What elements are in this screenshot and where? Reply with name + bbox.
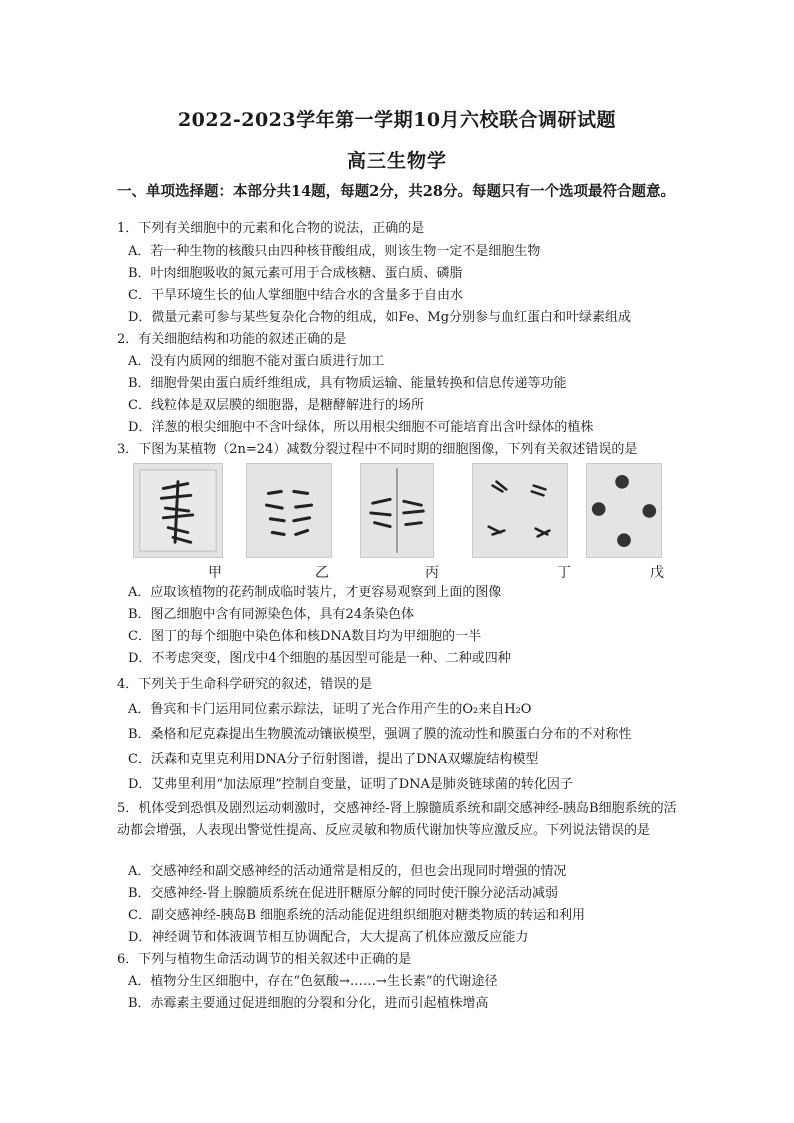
- question-1-option-b: B．叶肉细胞吸收的氮元素可用于合成核糖、蛋白质、磷脂: [128, 266, 463, 281]
- figure-label-wu: 戊: [650, 565, 664, 581]
- question-6-stem: 6．下列与植物生命活动调节的相关叙述中正确的是: [117, 952, 412, 967]
- question-2-option-d: D．洋葱的根尖细胞中不含叶绿体，所以用根尖细胞不可能培育出含叶绿体的植株: [128, 420, 594, 435]
- question-3-option-c: C．图丁的每个细胞中染色体和核DNA数目均为甲细胞的一半: [128, 629, 482, 644]
- question-1-option-d: D．微量元素可参与某些复杂化合物的组成，如Fe、Mg分别参与血红蛋白和叶绿素组成: [128, 310, 632, 325]
- question-3-option-b: B．图乙细胞中含有同源染色体，具有24条染色体: [128, 607, 415, 622]
- question-1-option-c: C．干旱环境生长的仙人掌细胞中结合水的含量多于自由水: [128, 288, 463, 303]
- question-2-option-a: A．没有内质网的细胞不能对蛋白质进行加工: [128, 354, 385, 369]
- question-1-option-a: A．若一种生物的核酸只由四种核苷酸组成，则该生物一定不是细胞生物: [128, 244, 541, 259]
- question-2-stem: 2．有关细胞结构和功能的叙述正确的是: [117, 332, 347, 347]
- question-6-option-a: A．植物分生区细胞中，存在“色氨酸→……→生长素”的代谢途径: [128, 974, 498, 989]
- question-3-option-d: D．不考虑突变，图戊中4个细胞的基因型可能是一种、二种或四种: [128, 651, 511, 666]
- figure-label-bing: 丙: [425, 565, 439, 581]
- meiosis-figure-row: [128, 463, 668, 558]
- question-5-option-b: B．交感神经-肾上腺髓质系统在促进肝糖原分解的同时使汗腺分泌活动减弱: [128, 886, 558, 901]
- cell-image-bing: [360, 463, 434, 558]
- question-5-option-d: D．神经调节和体液调节相互协调配合，大大提高了机体应激反应能力: [128, 930, 529, 945]
- question-4-option-d: D．艾弗里利用“加法原理”控制自变量，证明了DNA是肺炎链球菌的转化因子: [128, 777, 573, 792]
- question-4-stem: 4．下列关于生命科学研究的叙述，错误的是: [117, 677, 373, 692]
- question-1-stem: 1．下列有关细胞中的元素和化合物的说法，正确的是: [117, 221, 425, 236]
- question-5-option-a: A．交感神经和副交感神经的活动通常是相反的，但也会出现同时增强的情况: [128, 864, 567, 879]
- question-5-stem: 5．机体受到恐惧及剧烈运动刺激时，交感神经-肾上腺髓质系统和副交感神经-胰岛B细胞系统的活动都会增强，人表现出警觉性提高、反应灵敏和物质代谢加快等应激反应。下列说法错误的是: [117, 801, 677, 838]
- question-5-option-c: C．副交感神经-胰岛B 细胞系统的活动能促进组织细胞对糖类物质的转运和利用: [128, 908, 586, 923]
- exam-title: 2022-2023学年第一学期10月六校联合调研试题: [177, 109, 617, 131]
- question-3-stem: 3．下图为某植物（2n=24）减数分裂过程中不同时期的细胞图像，下列有关叙述错误的是: [117, 442, 638, 457]
- figure-label-jia: 甲: [208, 565, 222, 581]
- cell-image-ding: [472, 463, 568, 558]
- question-4-option-a: A．鲁宾和卡门运用同位素示踪法，证明了光合作用产生的O₂来自H₂O: [128, 702, 532, 717]
- figure-label-yi: 乙: [315, 565, 329, 581]
- cell-image-yi: [246, 463, 332, 558]
- cell-image-wu: [586, 463, 662, 558]
- question-6-option-b: B．赤霉素主要通过促进细胞的分裂和分化，进而引起植株增高: [128, 996, 489, 1011]
- question-4-option-c: C．沃森和克里克利用DNA分子衍射图谱，提出了DNA双螺旋结构模型: [128, 752, 539, 767]
- exam-subtitle: 高三生物学: [346, 150, 447, 172]
- question-3-option-a: A．应取该植物的花药制成临时装片，才更容易观察到上面的图像: [128, 585, 502, 600]
- cell-image-jia: [133, 463, 223, 558]
- question-4-option-b: B．桑格和尼克森提出生物膜流动镶嵌模型，强调了膜的流动性和膜蛋白分布的不对称性: [128, 727, 632, 742]
- figure-label-ding: 丁: [557, 565, 571, 581]
- question-2-option-c: C．线粒体是双层膜的细胞器，是糖酵解进行的场所: [128, 398, 424, 413]
- section-heading: 一、单项选择题：本部分共14题，每题2分，共28分。每题只有一个选项最符合题意。: [117, 183, 675, 200]
- question-2-option-b: B．细胞骨架由蛋白质纤维组成，具有物质运输、能量转换和信息传递等功能: [128, 376, 567, 391]
